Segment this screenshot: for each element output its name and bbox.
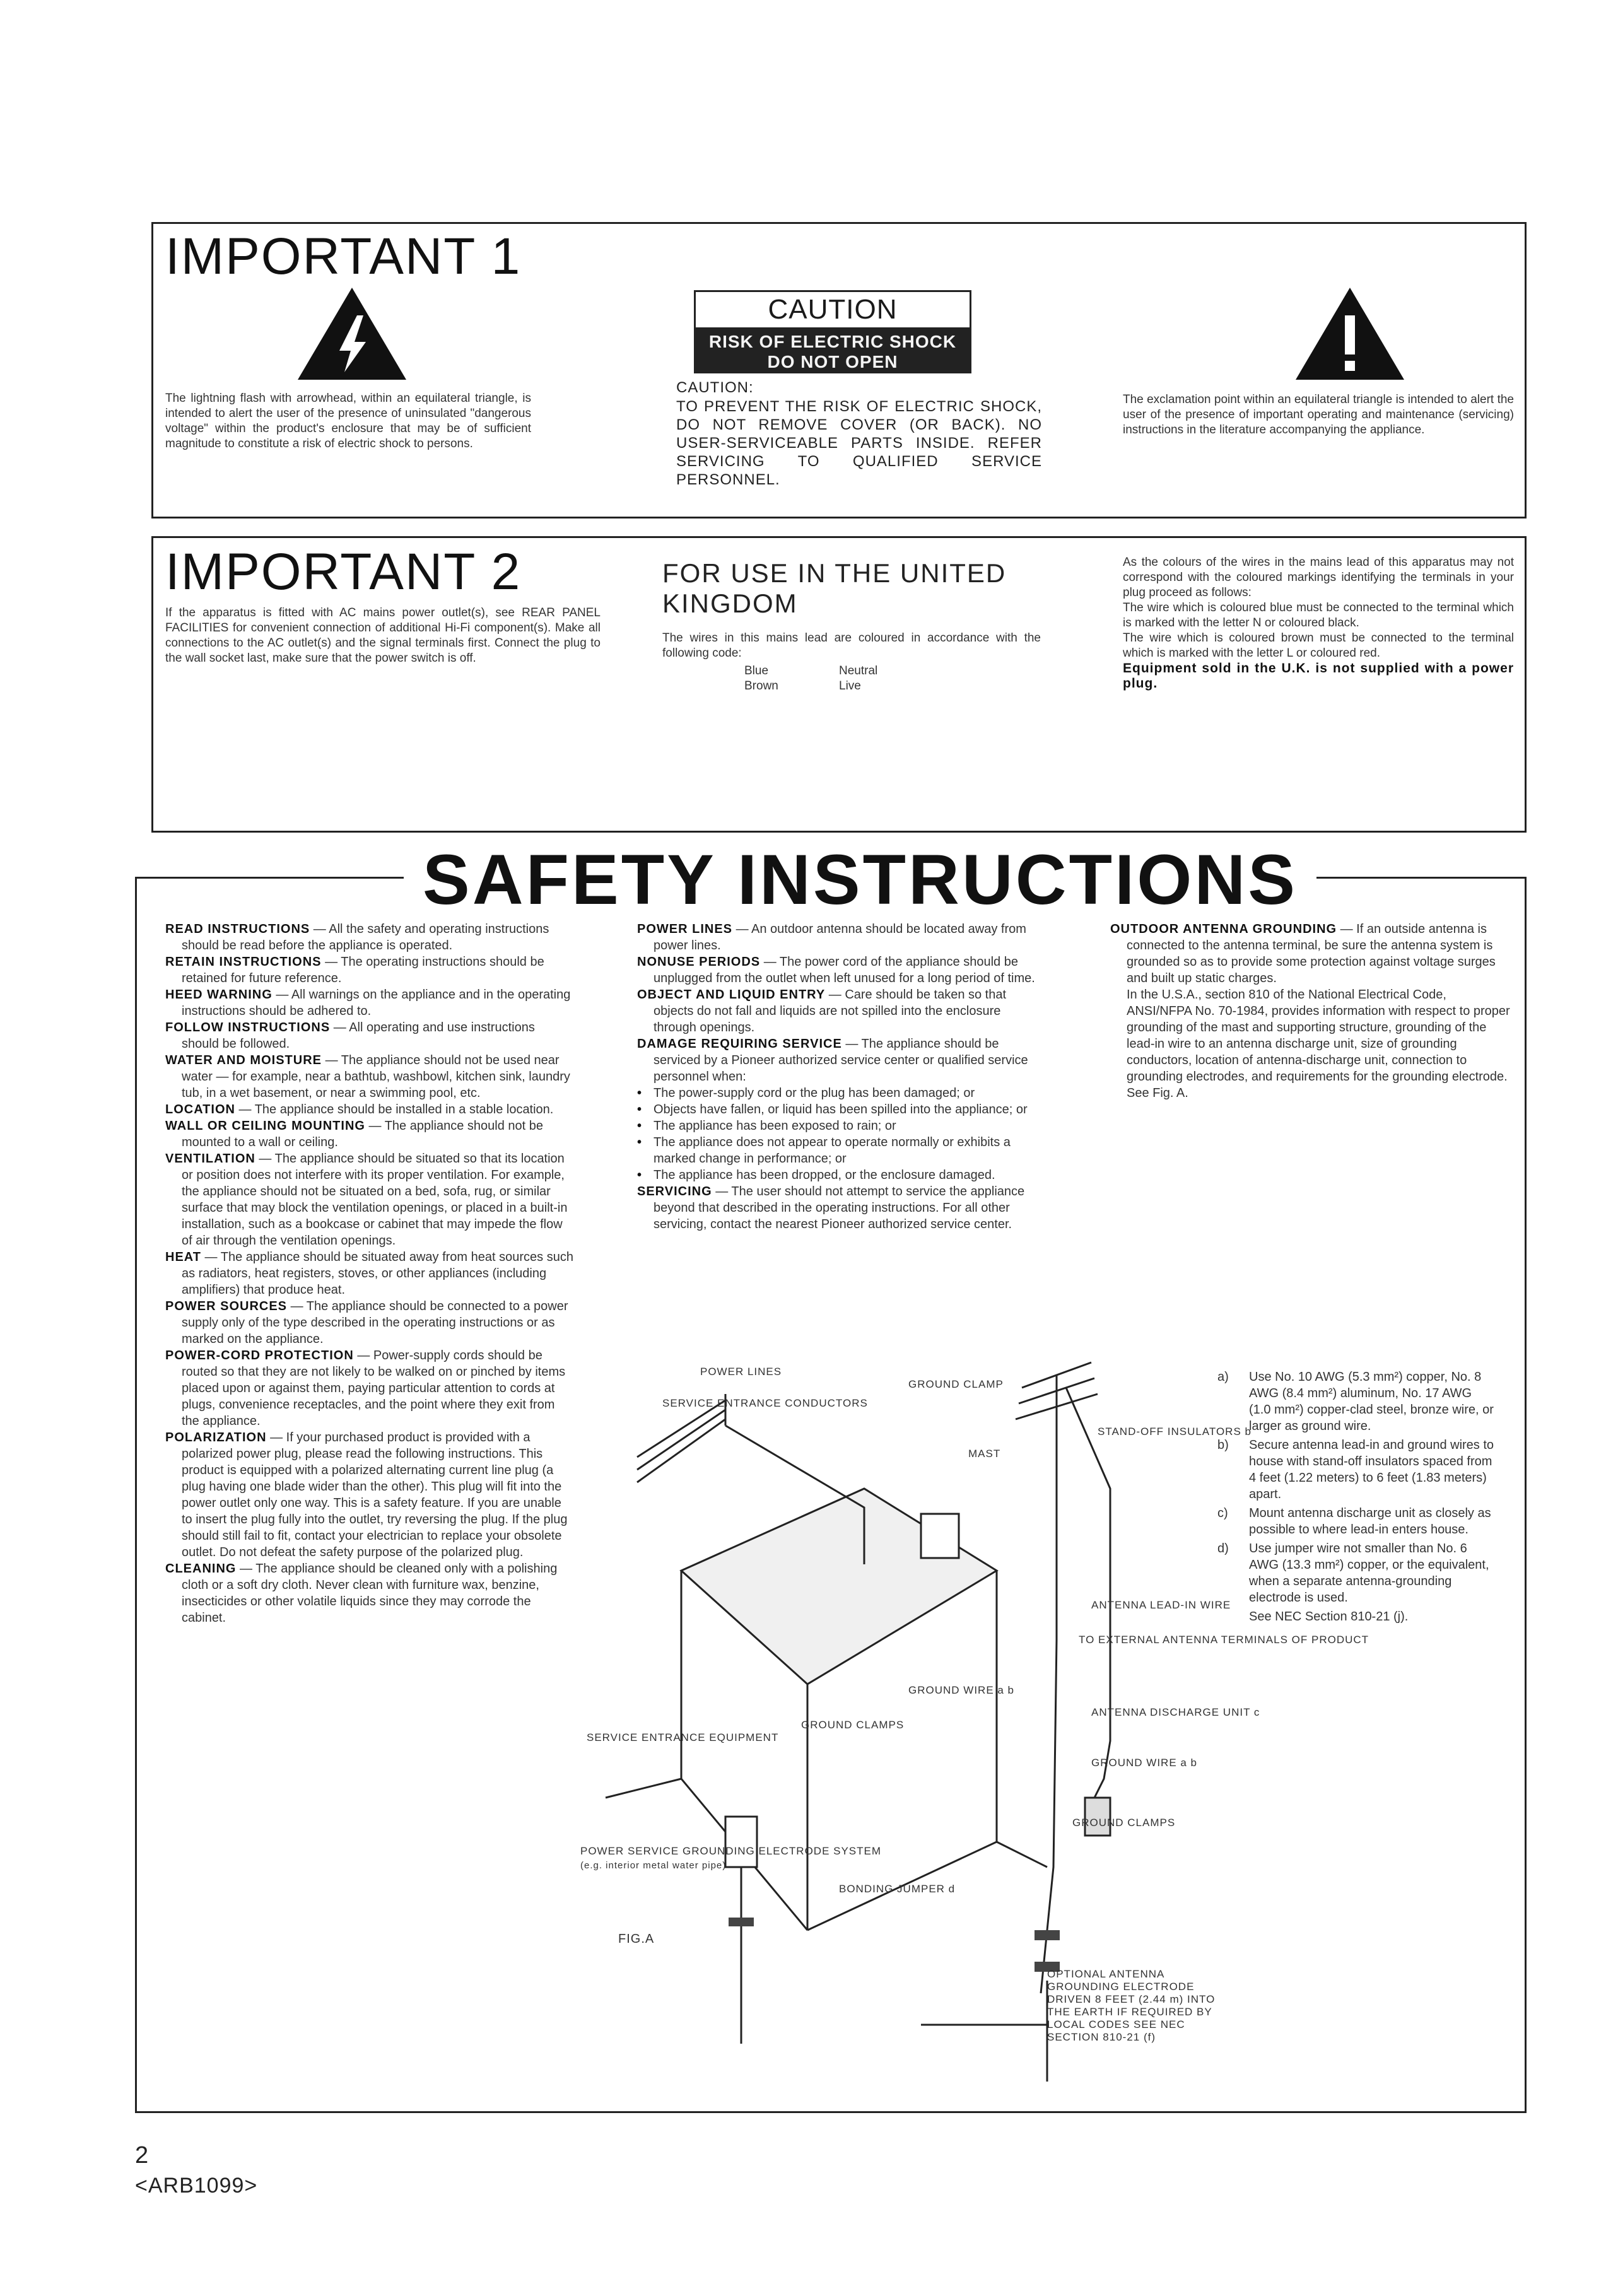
safety-item: HEED WARNING — All warnings on the appliance and in the operating instructions should be adhered to. (165, 988, 571, 1018)
uk-power-plug-note: Equipment sold in the U.K. is not supplied with a power plug. (1123, 661, 1514, 691)
lightning-warning-icon (295, 285, 409, 383)
damage-condition: • The power-supply cord or the plug has been damaged; or (637, 1085, 1041, 1101)
page-number: 2 (135, 2142, 149, 2169)
exclamation-description: The exclamation point within an equilateral triangle is intended to alert the user of the presence of important operating and maintenance (servicing) instructions in the literature accompanying the appliance. (1123, 393, 1514, 436)
safety-column-2 (637, 921, 1041, 1233)
fig-power-lines: POWER LINES (700, 1366, 782, 1378)
uk-wiring-instructions (1123, 555, 1514, 691)
grounding-note: b) Secure antenna lead-in and ground wires to house with stand-off insulators spaced from 4 feet (1.22 meters) to 6 feet (1.83 meters) apart. (1217, 1438, 1494, 1501)
uk-wire-code (744, 664, 997, 694)
safety-item: OBJECT AND LIQUID ENTRY — Care should be taken so that objects do not fall and liquids are not spilled into the enclosure through openings. (637, 988, 1007, 1034)
code-colour: Blue (744, 664, 769, 677)
caution-banner (694, 329, 971, 373)
fig-ground-wire-2: GROUND WIRE a b (1091, 1757, 1198, 1769)
uk-wiring-p3: The wire which is coloured brown must be connected to the terminal which is marked with the letter L or coloured red. (1123, 631, 1514, 660)
caution-text: TO PREVENT THE RISK OF ELECTRIC SHOCK, DO NOT REMOVE COVER (OR BACK). NO USER-SERVICEABLE PARTS INSIDE. REFER SERVICING TO QUALIFIED SERVICE PERSONNEL. (676, 398, 1042, 488)
lightning-description: The lightning flash with arrowhead, within an equilateral triangle, is intended to alert the user of the presence of uninsulated "dangerous voltage" within the product's enclosure that may be of sufficient magnitude to constitute a risk of electric shock to persons. (165, 392, 531, 450)
safety-item: CLEANING — The appliance should be cleaned only with a polishing cloth or a soft dry cloth. Never clean with furniture wax, benzine, insecticides or other volatile liquids since they may corrode the cabinet. (165, 1562, 558, 1625)
important-2-title: IMPORTANT 2 (165, 543, 522, 600)
damage-condition: • The appliance does not appear to operate normally or exhibits a marked change in performance; or (637, 1134, 1041, 1167)
fig-eg: (e.g. interior metal water pipe) (580, 1860, 727, 1871)
fig-to-terminals: TO EXTERNAL ANTENNA TERMINALS OF PRODUCT (1079, 1634, 1369, 1646)
damage-condition: • The appliance has been dropped, or the enclosure damaged. (637, 1167, 1041, 1183)
fig-power-service: POWER SERVICE GROUNDING ELECTRODE SYSTEM (580, 1845, 882, 1857)
safety-item: NONUSE PERIODS — The power cord of the appliance should be unplugged from the outlet when left unused for a long period of time. (637, 955, 1035, 985)
fig-antenna-lead: ANTENNA LEAD-IN WIRE (1091, 1599, 1231, 1611)
fig-ground-clamps-2: GROUND CLAMPS (1072, 1817, 1176, 1829)
safety-item: READ INSTRUCTIONS — All the safety and operating instructions should be read before the appliance is operated. (165, 922, 549, 952)
damage-condition: • Objects have fallen, or liquid has been spilled into the appliance; or (637, 1101, 1041, 1118)
safety-item: WALL OR CEILING MOUNTING — The appliance should not be mounted to a wall or ceiling. (165, 1119, 544, 1149)
important-1-title: IMPORTANT 1 (165, 228, 522, 285)
code-meaning: Neutral (839, 664, 878, 677)
safety-item: POWER LINES — An outdoor antenna should be located away from power lines. (637, 922, 1026, 952)
safety-title: SAFETY INSTRUCTIONS (404, 842, 1316, 918)
safety-item: SERVICING — The user should not attempt to service the appliance beyond that described in the operating instructions. For all other servicing, contact the nearest Pioneer authorized service center. (637, 1185, 1025, 1231)
fig-mast: MAST (968, 1448, 1001, 1460)
safety-item: POLARIZATION — If your purchased product is provided with a polarized power plug, please read the following instructions. This product is equipped with a polarized alternating current line plug (a plug having one blade wider than the other). This plug will fit into the power outlet only one way. This is a safety feature. If you are unable to insert the plug fully into the outlet, try reversing the plug. If the plug should still fail to fit, contact your electrician to replace your obsolete outlet. Do not defeat the safety purpose of the polarized plug. (165, 1431, 568, 1559)
safety-item: FOLLOW INSTRUCTIONS — All operating and use instructions should be followed. (165, 1021, 535, 1051)
safety-column-1 (165, 921, 575, 1626)
safety-item: DAMAGE REQUIRING SERVICE — The appliance should be serviced by a Pioneer authorized service center or qualified service personnel when: (637, 1037, 1028, 1084)
grounding-notes (1217, 1369, 1495, 1625)
caution-label: CAUTION (768, 294, 898, 325)
fig-ground-clamp: GROUND CLAMP (908, 1378, 1004, 1390)
uk-heading-line-2: KINGDOM (662, 589, 798, 618)
important-2-text: If the apparatus is fitted with AC mains power outlet(s), see REAR PANEL FACILITIES for convenient connection of additional Hi-Fi component(s). Make all connections to the AC outlet(s) and the signal terminals first. Connect the plug to the wall socket last, make sure that the power switch is off. (165, 606, 601, 665)
fig-caption: FIG.A (618, 1932, 655, 1946)
fig-stand-off: STAND-OFF INSULATORS b (1098, 1426, 1252, 1438)
antenna-grounding: OUTDOOR ANTENNA GROUNDING — If an outside antenna is connected to the antenna terminal, be sure the antenna system is grounded so as to provide some protection against voltage surges and built up static charges. (1110, 922, 1496, 985)
safety-item: POWER SOURCES — The appliance should be connected to a power supply only of the type described in the operating instructions or as marked on the appliance. (165, 1299, 568, 1346)
safety-item: VENTILATION — The appliance should be situated so that its location or position does not interfere with its proper ventilation. For example, the appliance should not be situated on a bed, sofa, rug, or similar surface that may block the ventilation openings, or placed in a built-in installation, such as a bookcase or cabinet that may impede the flow of air through the ventilation openings. (165, 1152, 568, 1248)
fig-optional-electrode: OPTIONAL ANTENNA GROUNDING ELECTRODE DRIVEN 8 FEET (2.44 m) INTO THE EARTH IF REQUIRED BY LOCAL CODES SEE NEC SECTION 810-21 (f) (1047, 1968, 1216, 2043)
uk-wiring-p1: As the colours of the wires in the mains lead of this apparatus may not correspond with the coloured markings identifying the terminals in your plug proceed as follows: (1123, 556, 1514, 599)
safety-item: WATER AND MOISTURE — The appliance should not be used near water — for example, near a bathtub, washbowl, kitchen sink, laundry tub, in a wet basement, or near a swimming pool, etc. (165, 1053, 570, 1100)
see-nec-note: See NEC Section 810-21 (j). (1249, 1610, 1409, 1624)
code-meaning: Live (839, 679, 861, 693)
fig-ground-clamps: GROUND CLAMPS (801, 1719, 905, 1731)
fig-ground-wire: GROUND WIRE a b (908, 1684, 1015, 1696)
safety-column-3 (1110, 921, 1514, 1101)
caution-label-box (694, 290, 971, 329)
damage-condition: • The appliance has been exposed to rain; or (637, 1118, 1041, 1134)
safety-item: HEAT — The appliance should be situated away from heat sources such as radiators, heat registers, stoves, or other appliances (including amplifiers) that produce heat. (165, 1250, 573, 1297)
caution-banner-line-1: RISK OF ELECTRIC SHOCK (708, 332, 957, 351)
grounding-note: a) Use No. 10 AWG (5.3 mm²) copper, No. 8 AWG (8.4 mm²) aluminum, No. 17 AWG (1.0 mm²) copper-clad steel, bronze wire, or larger as ground wire. (1217, 1370, 1494, 1433)
uk-wiring-p2: The wire which is coloured blue must be connected to the terminal which is marked with the letter N or coloured black. (1123, 601, 1514, 630)
caution-heading: CAUTION: (676, 379, 754, 396)
uk-heading-line-1: FOR USE IN THE UNITED (662, 558, 1007, 588)
antenna-grounding-nec: In the U.S.A., section 810 of the National Electrical Code, ANSI/NFPA No. 70-1984, provides information with respect to proper grounding of the mast and supporting structure, grounding of the lead-in wire to an antenna discharge unit, size of grounding conductors, location of antenna-discharge unit, connection to grounding electrodes, and requirements for the grounding electrode. See Fig. A. (1127, 988, 1510, 1100)
fig-bonding: BONDING JUMPER d (839, 1883, 956, 1895)
safety-item: LOCATION — The appliance should be installed in a stable location. (165, 1103, 554, 1116)
grounding-note: c) Mount antenna discharge unit as closely as possible to where lead-in enters house. (1217, 1506, 1491, 1537)
safety-item: POWER-CORD PROTECTION — Power-supply cords should be routed so that they are not likely to be walked on or pinched by items placed upon or against them, paying particular attention to cords at plugs, convenience receptacles, and the point where they exit from the appliance. (165, 1349, 566, 1428)
safety-item: RETAIN INSTRUCTIONS — The operating instructions should be retained for future reference. (165, 955, 544, 985)
exclamation-warning-icon (1293, 285, 1407, 383)
caution-banner-line-2: DO NOT OPEN (767, 352, 898, 372)
document-code: <ARB1099> (135, 2174, 258, 2198)
code-colour: Brown (744, 679, 778, 693)
uk-text: The wires in this mains lead are coloured in accordance with the following code: (662, 631, 1041, 660)
fig-discharge-unit: ANTENNA DISCHARGE UNIT c (1091, 1706, 1260, 1718)
fig-service-equipment: SERVICE ENTRANCE EQUIPMENT (587, 1731, 779, 1743)
uk-heading (662, 558, 1006, 619)
grounding-note: d) Use jumper wire not smaller than No. 6 AWG (13.3 mm²) copper, or the equivalent, when a separate antenna-grounding electrode is used. (1217, 1542, 1489, 1605)
fig-service-entrance: SERVICE ENTRANCE CONDUCTORS (662, 1397, 868, 1409)
